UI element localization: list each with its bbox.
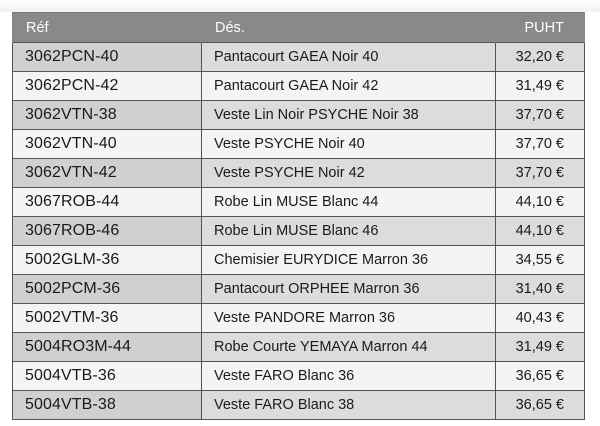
cell-ref[interactable]: 5002GLM-36 xyxy=(13,246,202,275)
header-row xyxy=(13,13,585,43)
table-row xyxy=(13,72,585,101)
cell-designation[interactable]: Robe Courte YEMAYA Marron 44 xyxy=(202,333,496,362)
cell-ref[interactable]: 3062VTN-40 xyxy=(13,130,202,159)
table-row xyxy=(13,391,585,420)
cell-designation[interactable]: Robe Lin MUSE Blanc 44 xyxy=(202,188,496,217)
cell-ref[interactable]: 5002PCM-36 xyxy=(13,275,202,304)
cell-puht[interactable]: 37,70 € xyxy=(496,159,585,188)
table-row xyxy=(13,159,585,188)
cell-ref[interactable]: 3062VTN-38 xyxy=(13,101,202,130)
cell-designation[interactable]: Pantacourt GAEA Noir 42 xyxy=(202,72,496,101)
cell-designation[interactable]: Veste FARO Blanc 36 xyxy=(202,362,496,391)
table-row xyxy=(13,101,585,130)
table-row xyxy=(13,275,585,304)
cell-ref[interactable]: 3067ROB-46 xyxy=(13,217,202,246)
table-body xyxy=(13,43,585,420)
cell-designation[interactable]: Veste PSYCHE Noir 40 xyxy=(202,130,496,159)
cell-designation[interactable]: Veste Lin Noir PSYCHE Noir 38 xyxy=(202,101,496,130)
header-designation[interactable]: Dés. xyxy=(202,13,496,43)
cell-ref[interactable]: 5004VTB-38 xyxy=(13,391,202,420)
cell-puht[interactable]: 37,70 € xyxy=(496,101,585,130)
cell-puht[interactable]: 37,70 € xyxy=(496,130,585,159)
cell-designation[interactable]: Veste PANDORE Marron 36 xyxy=(202,304,496,333)
product-table xyxy=(12,12,585,420)
cell-puht[interactable]: 36,65 € xyxy=(496,391,585,420)
cell-puht[interactable]: 44,10 € xyxy=(496,217,585,246)
cell-puht[interactable]: 31,40 € xyxy=(496,275,585,304)
cell-puht[interactable]: 32,20 € xyxy=(496,43,585,72)
cell-ref[interactable]: 3062PCN-42 xyxy=(13,72,202,101)
table-row xyxy=(13,304,585,333)
cell-puht[interactable]: 31,49 € xyxy=(496,333,585,362)
cell-ref[interactable]: 5002VTM-36 xyxy=(13,304,202,333)
table-row xyxy=(13,188,585,217)
cell-ref[interactable]: 5004RO3M-44 xyxy=(13,333,202,362)
table-row xyxy=(13,130,585,159)
table-row xyxy=(13,333,585,362)
table-row xyxy=(13,362,585,391)
cell-designation[interactable]: Chemisier EURYDICE Marron 36 xyxy=(202,246,496,275)
table-row xyxy=(13,246,585,275)
header-ref[interactable]: Réf xyxy=(13,13,202,43)
cell-puht[interactable]: 36,65 € xyxy=(496,362,585,391)
cell-designation[interactable]: Robe Lin MUSE Blanc 46 xyxy=(202,217,496,246)
cell-puht[interactable]: 44,10 € xyxy=(496,188,585,217)
cell-ref[interactable]: 3067ROB-44 xyxy=(13,188,202,217)
top-strip xyxy=(0,0,600,12)
cell-ref[interactable]: 3062PCN-40 xyxy=(13,43,202,72)
cell-puht[interactable]: 34,55 € xyxy=(496,246,585,275)
table-header xyxy=(13,13,585,43)
table-row xyxy=(13,217,585,246)
cell-ref[interactable]: 5004VTB-36 xyxy=(13,362,202,391)
cell-designation[interactable]: Veste FARO Blanc 38 xyxy=(202,391,496,420)
header-puht[interactable]: PUHT xyxy=(496,13,585,43)
cell-designation[interactable]: Veste PSYCHE Noir 42 xyxy=(202,159,496,188)
cell-puht[interactable]: 31,49 € xyxy=(496,72,585,101)
cell-designation[interactable]: Pantacourt ORPHEE Marron 36 xyxy=(202,275,496,304)
cell-ref[interactable]: 3062VTN-42 xyxy=(13,159,202,188)
table-row xyxy=(13,43,585,72)
cell-designation[interactable]: Pantacourt GAEA Noir 40 xyxy=(202,43,496,72)
cell-puht[interactable]: 40,43 € xyxy=(496,304,585,333)
